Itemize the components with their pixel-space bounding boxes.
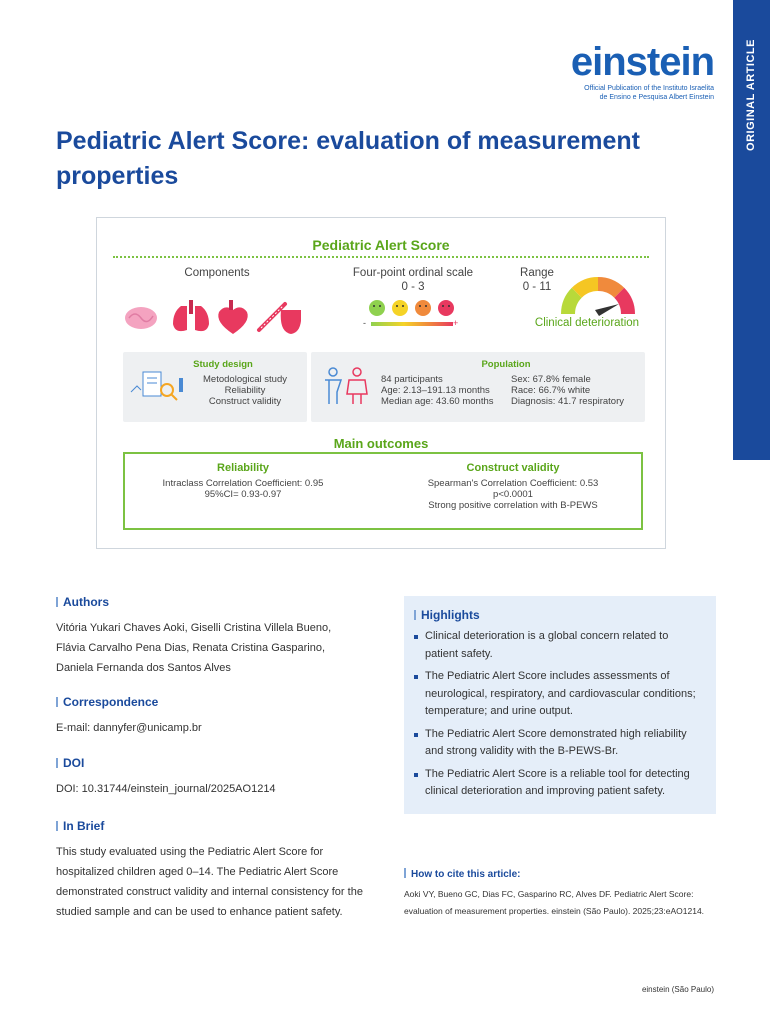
scale-value: 0 - 3 bbox=[401, 281, 425, 293]
lungs-icon bbox=[173, 300, 209, 331]
bladder-icon bbox=[281, 310, 301, 334]
article-type-label: ORIGINAL ARTICLE bbox=[745, 39, 757, 151]
correspondence-heading: Correspondence bbox=[56, 695, 376, 709]
study-design-heading: Study design bbox=[193, 359, 253, 370]
population-box bbox=[311, 352, 645, 422]
in-brief-text: This study evaluated using the Pediatric Alert Score for hospitalized children aged 0–14. The Pediatric Alert Score demonstrated construct validity and internal consistency for the studied sample and can be used to enhance patient safety. bbox=[56, 846, 363, 918]
face-scale bbox=[367, 298, 467, 332]
graphical-abstract bbox=[96, 217, 666, 549]
components-label: Components bbox=[184, 267, 250, 279]
highlights-box bbox=[404, 596, 716, 814]
highlights-list bbox=[414, 628, 702, 801]
severity-bar bbox=[371, 322, 453, 326]
article-type-tab bbox=[733, 0, 770, 460]
construct-validity-line: Strong positive correlation with B-PEWS bbox=[428, 500, 598, 511]
scale-plus: + bbox=[453, 318, 459, 328]
dotted-divider bbox=[113, 256, 649, 258]
organ-icons bbox=[121, 296, 301, 338]
highlight-item: The Pediatric Alert Score includes assessments of neurological, respiratory, and cardiovascular conditions; temperature; and urine output. bbox=[414, 668, 702, 721]
study-design-box bbox=[123, 352, 307, 422]
authors-line: Daniela Fernanda dos Santos Alves bbox=[56, 662, 231, 674]
study-design-line: Metodological study bbox=[203, 374, 287, 385]
population-right-line: Race: 66.7% white bbox=[511, 385, 591, 396]
scale-minus: - bbox=[363, 318, 366, 328]
highlight-item: Clinical deterioration is a global concern related to patient safety. bbox=[414, 628, 702, 663]
journal-logo bbox=[571, 40, 714, 102]
construct-validity-line: p<0.0001 bbox=[493, 489, 533, 500]
footer-journal: einstein (São Paulo) bbox=[641, 985, 714, 994]
range-label: Range bbox=[520, 267, 554, 279]
range-gauge bbox=[557, 274, 639, 316]
study-design-line: Construct validity bbox=[208, 396, 282, 407]
children-icon bbox=[319, 366, 375, 406]
reliability-heading: Reliability bbox=[217, 462, 269, 474]
article-title: Pediatric Alert Score: evaluation of measurement properties bbox=[56, 127, 640, 190]
authors-line: Vitória Yukari Chaves Aoki, Giselli Cristina Villela Bueno, bbox=[56, 622, 332, 634]
reliability-line: Intraclass Correlation Coefficient: 0.95 bbox=[162, 478, 324, 489]
logo-wordmark: einstein bbox=[570, 40, 714, 84]
correspondence-section bbox=[56, 695, 376, 738]
face-2-icon bbox=[415, 300, 431, 316]
authors-section bbox=[56, 595, 376, 678]
authors-line: Flávia Carvalho Pena Dias, Renata Cristina Gasparino, bbox=[56, 642, 326, 654]
main-outcomes-heading: Main outcomes bbox=[97, 436, 665, 451]
logo-tagline-1: Official Publication of the Instituto Israelita bbox=[584, 85, 714, 92]
study-design-icon bbox=[129, 368, 189, 408]
study-design-line: Reliability bbox=[224, 385, 266, 396]
population-left-line: 84 participants bbox=[381, 374, 443, 385]
correspondence-email[interactable]: E-mail: dannyfer@unicamp.br bbox=[56, 722, 202, 734]
face-0-icon bbox=[369, 300, 385, 316]
range-value: 0 - 11 bbox=[522, 281, 552, 293]
gauge-needle bbox=[595, 304, 619, 316]
graphic-title: Pediatric Alert Score bbox=[312, 237, 450, 253]
highlight-item: The Pediatric Alert Score demonstrated high reliability and strong validity with the B-PEWS-Br. bbox=[414, 726, 702, 761]
highlights-heading: Highlights bbox=[414, 608, 702, 622]
highlight-item: The Pediatric Alert Score is a reliable tool for detecting clinical deterioration and improving patient safety. bbox=[414, 766, 702, 801]
population-left-line: Median age: 43.60 months bbox=[381, 396, 494, 407]
citation-heading: How to cite this article: bbox=[404, 868, 716, 880]
doi-link[interactable]: DOI: 10.31744/einstein_journal/2025AO1214 bbox=[56, 783, 276, 795]
doi-heading: DOI bbox=[56, 756, 376, 770]
face-3-icon bbox=[438, 300, 454, 316]
construct-validity-heading: Construct validity bbox=[466, 462, 560, 474]
citation-section bbox=[404, 868, 716, 920]
face-1-icon bbox=[392, 300, 408, 316]
in-brief-heading: In Brief bbox=[56, 819, 376, 833]
citation-text: Aoki VY, Bueno GC, Dias FC, Gasparino RC, Alves DF. Pediatric Alert Score: evaluation of measurement properties. einstein (São Paulo). 2025;23:eAO1214. bbox=[404, 889, 705, 916]
population-right-line: Diagnosis: 41.7 respiratory bbox=[511, 396, 624, 407]
population-heading: Population bbox=[481, 359, 531, 370]
in-brief-section bbox=[56, 819, 376, 922]
authors-heading: Authors bbox=[56, 595, 376, 609]
deterioration-label: Clinical deterioration bbox=[534, 317, 640, 329]
reliability-line: 95%CI= 0.93-0.97 bbox=[204, 489, 282, 500]
population-right-line: Sex: 67.8% female bbox=[511, 374, 591, 385]
logo-tagline-2: de Ensino e Pesquisa Albert Einstein bbox=[599, 94, 714, 101]
heart-icon bbox=[218, 300, 247, 334]
population-left-line: Age: 2.13–191.13 months bbox=[381, 385, 490, 396]
doi-section bbox=[56, 756, 376, 799]
construct-validity-line: Spearman's Correlation Coefficient: 0.53 bbox=[427, 478, 599, 489]
brain-icon bbox=[125, 307, 157, 329]
scale-label: Four-point ordinal scale bbox=[352, 267, 474, 279]
